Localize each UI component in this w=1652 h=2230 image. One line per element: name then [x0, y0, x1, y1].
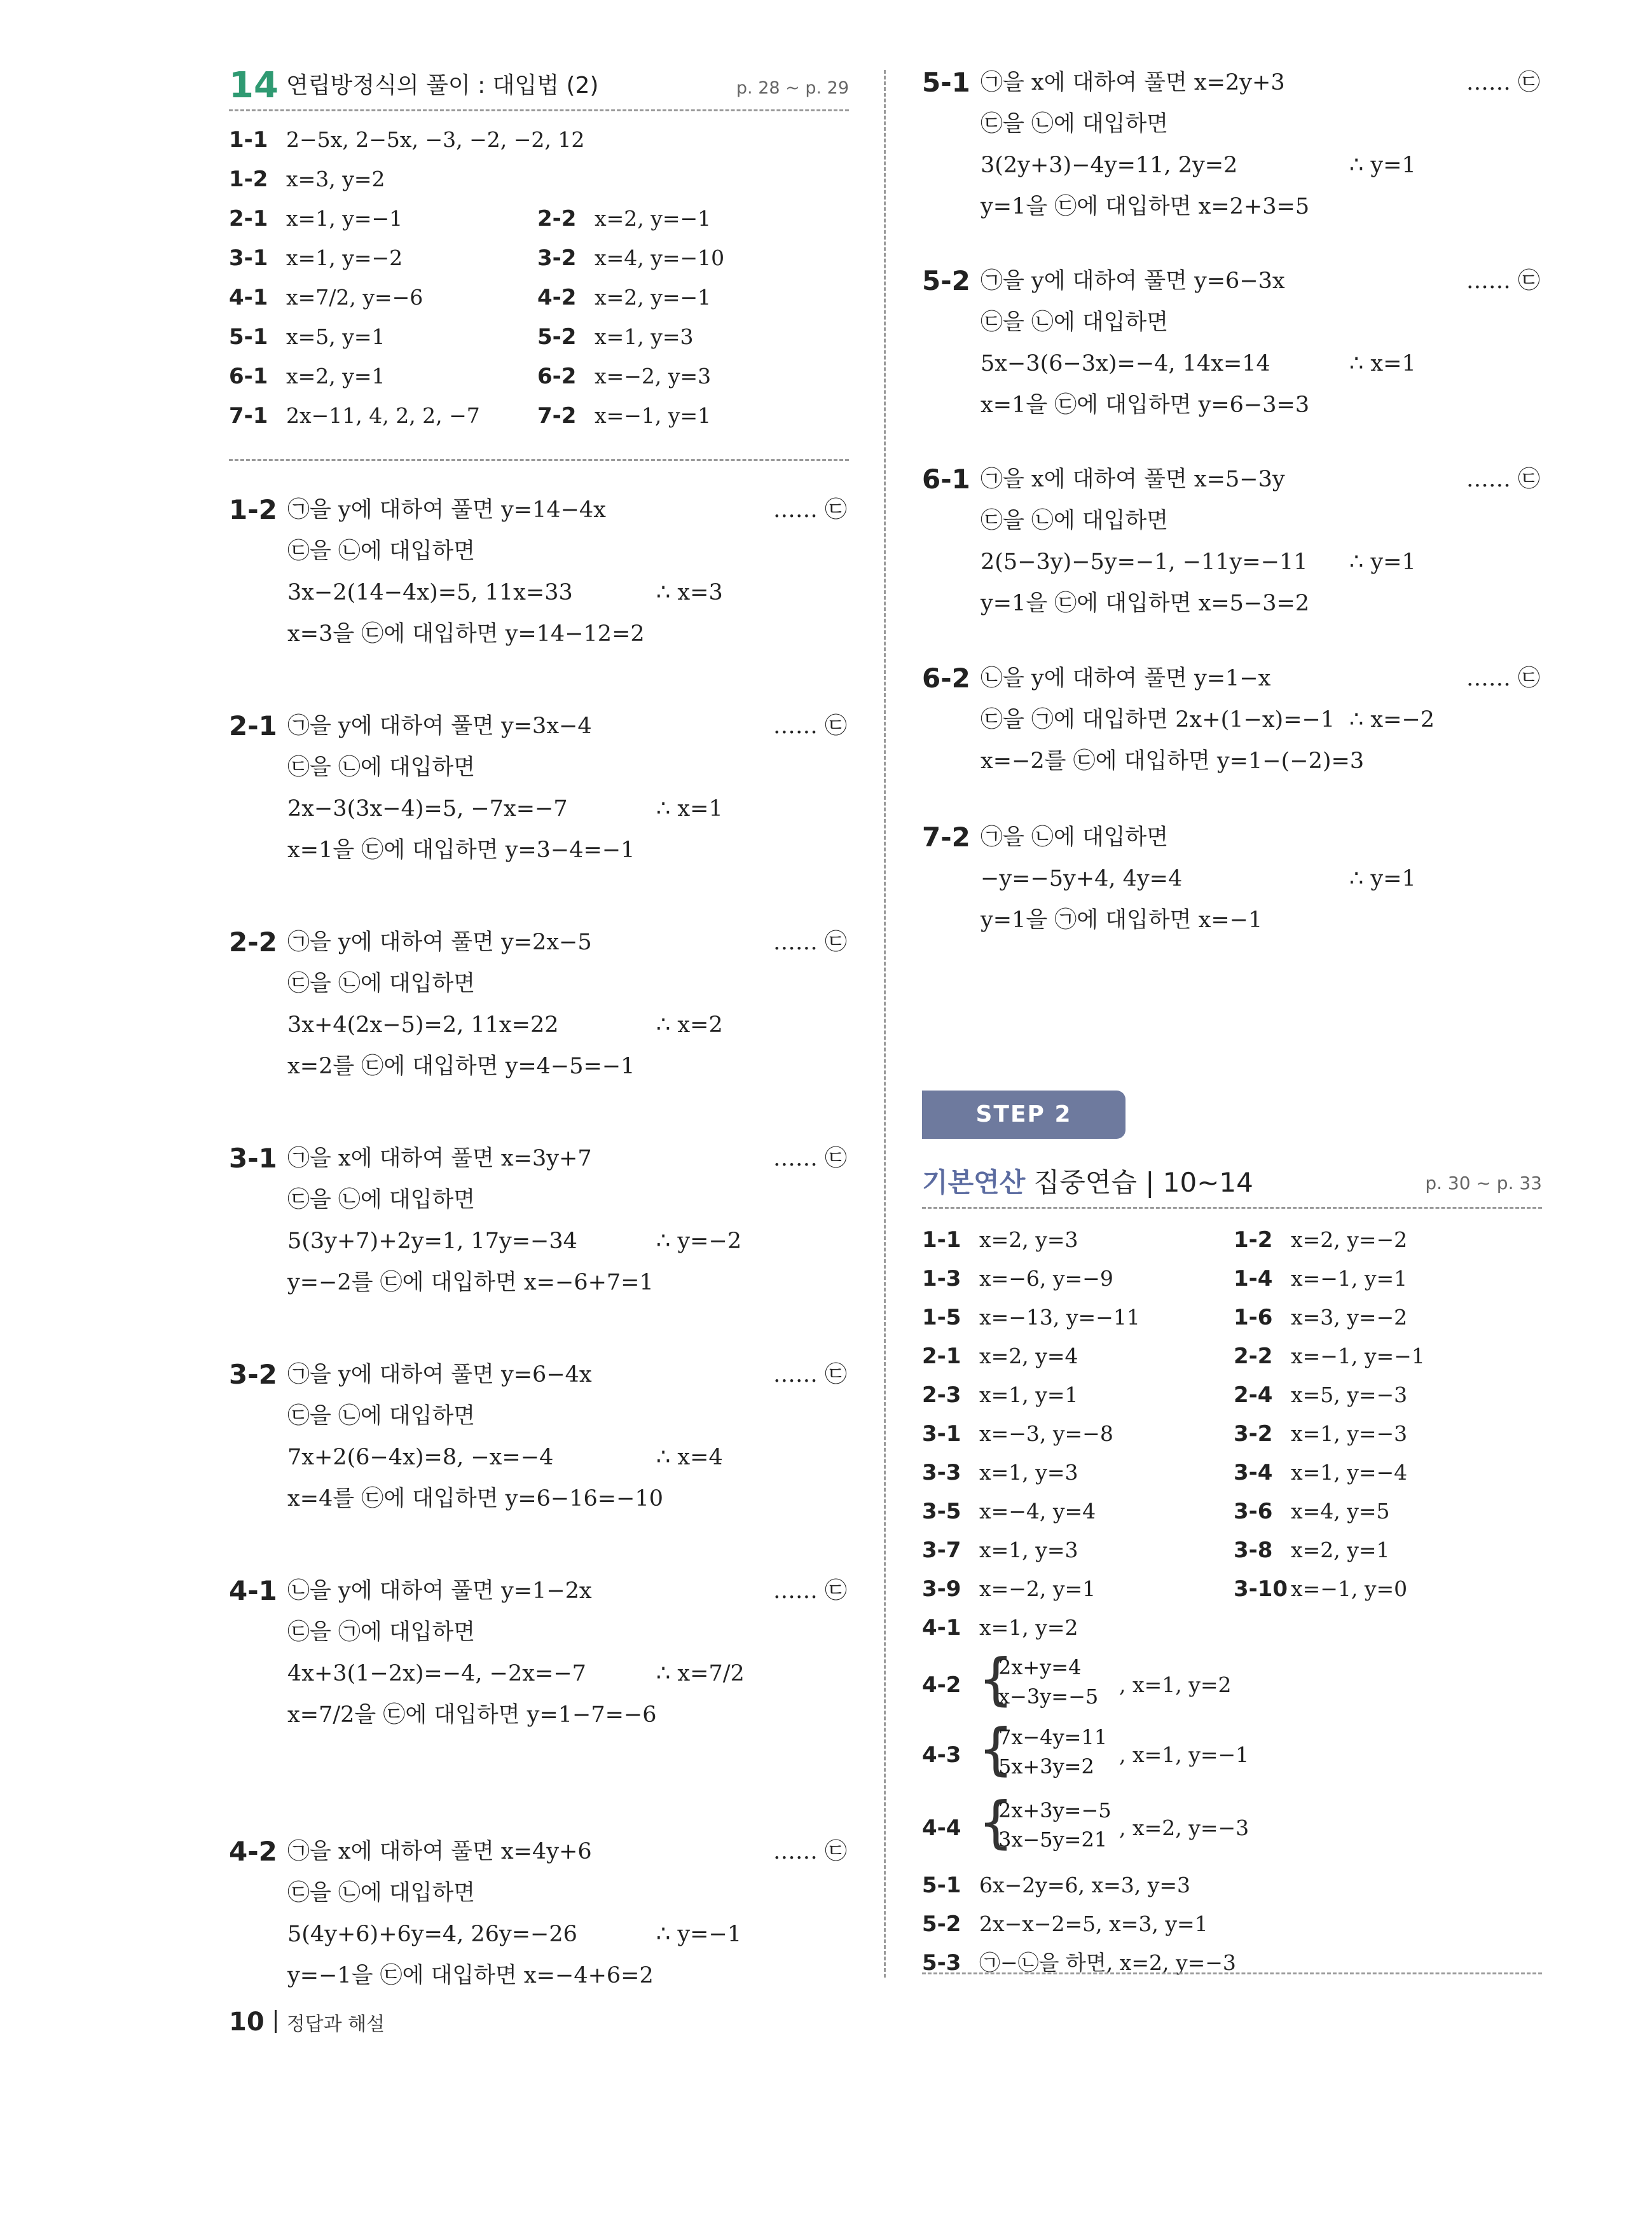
brace: {: [978, 1646, 1014, 1712]
solution-text: ㉠을 y에 대하여 풀면 y=6−4x: [287, 1362, 592, 1387]
equation-marker: …… ㉢: [1466, 666, 1540, 691]
solution-line: [981, 145, 1540, 186]
therefore-result: ∴ x=1: [656, 796, 723, 822]
equation-marker: …… ㉢: [773, 1146, 847, 1171]
solution-line: [981, 104, 1540, 144]
system-eq2: 3x−5y=21: [998, 1827, 1108, 1852]
answer-label: 3-8: [1234, 1538, 1273, 1563]
solution-text: y=1을 ㉠에 대입하면 x=−1: [981, 907, 1263, 933]
answer-value: x=1, y=−3: [1291, 1421, 1408, 1446]
answer-row: [229, 160, 849, 198]
solution-text: x=2를 ㉢에 대입하면 y=4−5=−1: [287, 1054, 635, 1079]
therefore-result: ∴ y=1: [1349, 866, 1416, 891]
system-eq1: 2x+y=4: [998, 1655, 1082, 1679]
solution-line: [981, 658, 1540, 699]
answer-label: 3-6: [1234, 1499, 1273, 1524]
system-eq2: 5x+3y=2: [998, 1754, 1094, 1779]
solution-number: 7-2: [922, 822, 970, 853]
answer-value: x=4, y=−10: [595, 245, 725, 270]
solution-text: ㉡을 y에 대하여 풀면 y=1−x: [981, 666, 1271, 691]
answer-value: , x=1, y=−1: [1119, 1742, 1249, 1767]
solution-number: 3-2: [229, 1359, 277, 1390]
solution-line: [287, 1396, 847, 1436]
solution-line: [287, 830, 847, 871]
answer-value: , x=1, y=2: [1119, 1672, 1232, 1697]
equation-marker: …… ㉢: [1466, 70, 1540, 95]
answer-value: x=−2, y=1: [979, 1576, 1096, 1601]
answer-row: [229, 239, 849, 277]
answer-label: 1-5: [922, 1305, 961, 1330]
solution-text: x=1을 ㉢에 대입하면 y=6−3=3: [981, 392, 1310, 418]
therefore-result: ∴ x=−2: [1349, 707, 1435, 733]
solution-text: ㉢을 ㉡에 대입하면: [287, 1403, 476, 1429]
answer-value: x=1, y=3: [595, 324, 694, 349]
answer-value: x=2, y=1: [1291, 1538, 1390, 1562]
solution-text: y=−1을 ㉢에 대입하면 x=−4+6=2: [287, 1963, 654, 1988]
solution-text: 2(5−3y)−5y=−1, −11y=−11: [981, 549, 1308, 575]
answer-value: x=5, y=1: [286, 324, 385, 349]
system-eq1: 2x+3y=−5: [998, 1798, 1112, 1822]
answer-label: 1-6: [1234, 1305, 1273, 1330]
answer-label: 2-1: [922, 1344, 961, 1369]
solution-text: 4x+3(1−2x)=−4, −2x=−7: [287, 1661, 586, 1686]
solution-text: ㉢을 ㉡에 대입하면: [287, 971, 476, 996]
solution-line: [287, 614, 847, 654]
solution-text: ㉢을 ㉠에 대입하면: [287, 1620, 476, 1645]
solution-number: 2-1: [229, 710, 277, 741]
equation-marker: …… ㉢: [773, 1578, 847, 1604]
solution-text: 3(2y+3)−4y=11, 2y=2: [981, 153, 1238, 178]
solution-text: ㉢을 ㉡에 대입하면: [981, 310, 1169, 335]
system-row: [922, 1646, 1542, 1717]
section-title: 연립방정식의 풀이 : 대입법 (2): [286, 72, 599, 99]
answer-value: x=2, y=−1: [595, 206, 712, 231]
solution-line: [287, 1571, 847, 1611]
solution-number: 4-2: [229, 1836, 277, 1867]
answer-value: x=1, y=3: [979, 1538, 1078, 1562]
answer-row: [922, 1337, 1542, 1375]
solution-text: ㉢을 ㉡에 대입하면: [287, 755, 476, 780]
answer-value: x=2, y=−1: [595, 285, 712, 310]
solution-text: x=−2를 ㉢에 대입하면 y=1−(−2)=3: [981, 748, 1365, 774]
answer-label: 1-4: [1234, 1266, 1273, 1291]
solution-text: x=1을 ㉢에 대입하면 y=3−4=−1: [287, 837, 635, 863]
solution-text: ㉠을 y에 대하여 풀면 y=2x−5: [287, 930, 592, 955]
answer-value: x=−13, y=−11: [979, 1305, 1140, 1330]
answer-label: 2-3: [922, 1382, 961, 1408]
solution-text: 5x−3(6−3x)=−4, 14x=14: [981, 351, 1270, 376]
solution-line: [981, 583, 1540, 624]
answer-value: x=1, y=2: [979, 1615, 1078, 1640]
system-eq2: x−3y=−5: [998, 1684, 1099, 1709]
therefore-result: ∴ x=7/2: [656, 1661, 745, 1686]
answer-label: 4-1: [229, 285, 268, 310]
solution-text: ㉠을 x에 대하여 풀면 x=3y+7: [287, 1146, 592, 1171]
brace: {: [978, 1789, 1014, 1855]
solution-text: 5(4y+6)+6y=4, 26y=−26: [287, 1922, 577, 1947]
column-divider: [884, 70, 886, 1978]
answer-label: 1-3: [922, 1266, 961, 1291]
answer-row: [229, 397, 849, 435]
solution-line: [287, 922, 847, 963]
solution-text: ㉠을 y에 대하여 풀면 y=6−3x: [981, 268, 1285, 294]
answer-label: 6-2: [537, 364, 577, 389]
answer-value: x=−3, y=−8: [979, 1421, 1113, 1446]
answer-label: 3-4: [1234, 1460, 1273, 1485]
solution-text: ㉡을 y에 대하여 풀면 y=1−2x: [287, 1578, 592, 1604]
therefore-result: ∴ x=2: [656, 1012, 723, 1038]
step-title-bold: 기본연산: [922, 1167, 1026, 1198]
solution-text: ㉢을 ㉡에 대입하면: [981, 508, 1169, 533]
answer-label: 3-7: [922, 1538, 961, 1563]
answer-label: 4-2: [922, 1672, 961, 1698]
brace: {: [978, 1716, 1014, 1782]
footer-text: 정답과 해설: [286, 2013, 385, 2035]
section-number: 14: [229, 65, 279, 106]
answer-label: 5-1: [229, 324, 268, 350]
solution-text: ㉠을 ㉡에 대입하면: [981, 825, 1169, 850]
equation-marker: …… ㉢: [773, 930, 847, 955]
answer-value: x=−6, y=−9: [979, 1266, 1113, 1291]
step-pages: p. 30 ~ p. 33: [1425, 1173, 1542, 1194]
solution-line: [981, 900, 1540, 940]
solution-number: 5-1: [922, 67, 970, 98]
answer-value: x=−1, y=0: [1291, 1576, 1408, 1601]
answer-row: [229, 200, 849, 238]
solution-line: [287, 788, 847, 829]
solution-line: [287, 1831, 847, 1872]
answer-value: x=−1, y=1: [595, 403, 712, 428]
answer-value: x=2, y=1: [286, 364, 385, 389]
equation-marker: …… ㉢: [773, 497, 847, 523]
answer-row: [922, 1221, 1542, 1259]
solution-line: [287, 1653, 847, 1694]
solution-line: [981, 542, 1540, 582]
answer-value: 6x−2y=6, x=3, y=3: [979, 1873, 1191, 1897]
solution-number: 2-2: [229, 926, 277, 958]
solution-number: 4-1: [229, 1575, 277, 1606]
solution-text: 2x−3(3x−4)=5, −7x=−7: [287, 796, 568, 822]
solution-line: [981, 62, 1540, 103]
therefore-result: ∴ y=−2: [656, 1229, 742, 1254]
answer-label: 1-2: [229, 167, 268, 192]
answer-row: [922, 1944, 1542, 1982]
section-pages: p. 28 ~ p. 29: [736, 78, 849, 98]
answer-row: [922, 1531, 1542, 1569]
solution-number: 3-1: [229, 1143, 277, 1174]
answer-row: [922, 1570, 1542, 1608]
equation-marker: …… ㉢: [773, 713, 847, 739]
answer-label: 3-9: [922, 1576, 961, 1602]
answer-value: x=1, y=−1: [286, 206, 403, 231]
solution-line: [287, 1955, 847, 1996]
solution-text: x=3을 ㉢에 대입하면 y=14−12=2: [287, 621, 645, 647]
answer-value: x=1, y=3: [979, 1460, 1078, 1485]
solution-text: ㉠을 x에 대하여 풀면 x=4y+6: [287, 1839, 592, 1864]
page-number: 10: [229, 2007, 265, 2037]
answer-label: 7-1: [229, 403, 268, 429]
answer-label: 2-4: [1234, 1382, 1273, 1408]
solution-text: ㉢을 ㉠에 대입하면 2x+(1−x)=−1: [981, 707, 1335, 733]
solution-number: 5-2: [922, 265, 970, 296]
answer-label: 2-2: [537, 206, 577, 231]
solution-line: [287, 963, 847, 1004]
solution-line: [287, 1221, 847, 1262]
answer-row: [922, 1866, 1542, 1904]
therefore-result: ∴ x=4: [656, 1445, 723, 1470]
answer-row: [229, 318, 849, 356]
answer-value: 2x−x−2=5, x=3, y=1: [979, 1911, 1208, 1936]
solution-line: [287, 490, 847, 530]
divider: [229, 109, 849, 111]
solution-number: 6-2: [922, 663, 970, 694]
answer-label: 5-3: [922, 1950, 961, 1976]
solution-text: 3x+4(2x−5)=2, 11x=22: [287, 1012, 559, 1038]
solution-line: [287, 1046, 847, 1087]
solution-text: x=4를 ㉢에 대입하면 y=6−16=−10: [287, 1486, 663, 1511]
answer-row: [922, 1260, 1542, 1298]
therefore-result: ∴ x=3: [656, 580, 723, 605]
answer-value: x=−1, y=1: [1291, 1266, 1408, 1291]
answer-value: x=−1, y=−1: [1291, 1344, 1425, 1368]
solution-text: ㉠을 x에 대하여 풀면 x=2y+3: [981, 70, 1285, 95]
system-row: [922, 1716, 1542, 1787]
equation-marker: …… ㉢: [773, 1362, 847, 1387]
solution-text: ㉢을 ㉡에 대입하면: [287, 539, 476, 564]
solution-number: 1-2: [229, 494, 277, 525]
answer-label: 2-2: [1234, 1344, 1273, 1369]
therefore-result: ∴ y=1: [1349, 153, 1416, 178]
answer-row: [922, 1415, 1542, 1453]
answer-value: x=2, y=3: [979, 1227, 1078, 1252]
solution-line: [287, 706, 847, 747]
solution-text: ㉠을 y에 대하여 풀면 y=14−4x: [287, 497, 606, 523]
answer-label: 3-3: [922, 1460, 961, 1485]
answer-label: 5-1: [922, 1873, 961, 1898]
answer-row: [922, 1376, 1542, 1414]
answer-label: 3-2: [1234, 1421, 1273, 1447]
divider: [229, 459, 849, 461]
answer-label: 5-2: [922, 1911, 961, 1937]
answer-row: [922, 1454, 1542, 1492]
answer-label: 1-2: [1234, 1227, 1273, 1253]
solution-text: 7x+2(6−4x)=8, −x=−4: [287, 1445, 554, 1470]
answer-row: [922, 1905, 1542, 1943]
equation-marker: …… ㉢: [773, 1839, 847, 1864]
answer-label: 3-1: [229, 245, 268, 271]
equation-marker: …… ㉢: [1466, 268, 1540, 294]
answer-row: [922, 1492, 1542, 1531]
solution-line: [287, 1262, 847, 1303]
answer-value: x=7/2, y=−6: [286, 285, 423, 310]
step-title-text: [922, 1160, 1253, 1205]
answer-value: x=3, y=2: [286, 167, 385, 191]
solution-line: [287, 1478, 847, 1519]
answer-label: 1-1: [229, 127, 268, 153]
answer-label: 4-3: [922, 1742, 961, 1768]
answer-label: 4-4: [922, 1815, 961, 1841]
solution-text: 3x−2(14−4x)=5, 11x=33: [287, 580, 573, 605]
answer-label: 3-10: [1234, 1576, 1288, 1602]
page-footer: [229, 2003, 385, 2041]
answer-value: x=2, y=−2: [1291, 1227, 1408, 1252]
answer-label: 1-1: [922, 1227, 961, 1253]
divider: [922, 1207, 1542, 1209]
answer-row: [229, 279, 849, 317]
solution-line: [287, 531, 847, 572]
solution-line: [287, 1180, 847, 1220]
step-badge: STEP 2: [922, 1091, 1125, 1139]
therefore-result: ∴ y=1: [1349, 549, 1416, 575]
answer-value: x=2, y=4: [979, 1344, 1078, 1368]
solution-line: [981, 343, 1540, 384]
solution-line: [287, 1612, 847, 1653]
solution-text: y=1을 ㉢에 대입하면 x=5−3=2: [981, 591, 1310, 616]
answer-row: [229, 357, 849, 396]
solution-line: [287, 1005, 847, 1045]
section-header: [229, 60, 849, 111]
answer-value: x=5, y=−3: [1291, 1382, 1408, 1407]
answer-label: 4-1: [922, 1615, 961, 1641]
answer-value: , x=2, y=−3: [1119, 1815, 1249, 1840]
solution-text: ㉢을 ㉡에 대입하면: [981, 111, 1169, 137]
solution-line: [287, 1354, 847, 1395]
solution-line: [981, 459, 1540, 500]
answer-value: 2−5x, 2−5x, −3, −2, −2, 12: [286, 127, 585, 152]
answer-label: 7-2: [537, 403, 577, 429]
solution-text: 5(3y+7)+2y=1, 17y=−34: [287, 1229, 577, 1254]
solution-text: y=−2를 ㉢에 대입하면 x=−6+7=1: [287, 1270, 654, 1295]
answer-value: x=−2, y=3: [595, 364, 712, 389]
solution-line: [287, 1138, 847, 1179]
solution-text: ㉠을 x에 대하여 풀면 x=5−3y: [981, 467, 1285, 492]
answer-row: [922, 1609, 1542, 1647]
solution-line: [287, 1695, 847, 1735]
divider: [922, 1972, 1542, 1974]
solution-line: [287, 1914, 847, 1955]
answer-row: [229, 121, 849, 159]
answer-value: x=1, y=1: [979, 1382, 1078, 1407]
solution-number: 6-1: [922, 464, 970, 495]
answer-label: 5-2: [537, 324, 577, 350]
solution-text: y=1을 ㉢에 대입하면 x=2+3=5: [981, 194, 1310, 219]
solution-text: ㉢을 ㉡에 대입하면: [287, 1187, 476, 1213]
step-title-rest: 집중연습 | 10~14: [1025, 1167, 1253, 1198]
answer-label: 4-2: [537, 285, 577, 310]
answer-value: 2x−11, 4, 2, 2, −7: [286, 403, 480, 428]
solution-text: ㉢을 ㉡에 대입하면: [287, 1880, 476, 1906]
solution-text: ㉠을 y에 대하여 풀면 y=3x−4: [287, 713, 592, 739]
solution-line: [287, 747, 847, 788]
solution-line: [287, 572, 847, 613]
solution-line: [981, 699, 1540, 740]
therefore-result: ∴ x=1: [1349, 351, 1416, 376]
solution-line: [981, 385, 1540, 425]
answer-label: 3-2: [537, 245, 577, 271]
footer-separator: [275, 2010, 277, 2033]
solution-line: [981, 500, 1540, 541]
equation-marker: …… ㉢: [1466, 467, 1540, 492]
solution-line: [981, 186, 1540, 227]
solution-line: [981, 302, 1540, 343]
answer-row: [922, 1298, 1542, 1337]
system-eq1: 7x−4y=11: [998, 1725, 1108, 1749]
solution-line: [287, 1873, 847, 1913]
system-row: [922, 1789, 1542, 1860]
solution-line: [981, 741, 1540, 781]
answer-value: x=3, y=−2: [1291, 1305, 1408, 1330]
answer-label: 3-5: [922, 1499, 961, 1524]
solution-text: −y=−5y+4, 4y=4: [981, 866, 1183, 891]
answer-value: x=−4, y=4: [979, 1499, 1096, 1524]
answer-value: x=1, y=−4: [1291, 1460, 1408, 1485]
solution-line: [981, 817, 1540, 858]
therefore-result: ∴ y=−1: [656, 1922, 742, 1947]
solution-line: [981, 858, 1540, 899]
solution-line: [981, 261, 1540, 301]
step-title: [922, 1160, 1542, 1205]
answer-value: x=4, y=5: [1291, 1499, 1390, 1524]
answer-label: 6-1: [229, 364, 268, 389]
answer-label: 2-1: [229, 206, 268, 231]
answer-label: 3-1: [922, 1421, 961, 1447]
answer-value: x=1, y=−2: [286, 245, 403, 270]
solution-line: [287, 1437, 847, 1478]
answer-value: ㉠−㉡을 하면, x=2, y=−3: [979, 1950, 1236, 1975]
solution-text: x=7/2을 ㉢에 대입하면 y=1−7=−6: [287, 1702, 657, 1728]
